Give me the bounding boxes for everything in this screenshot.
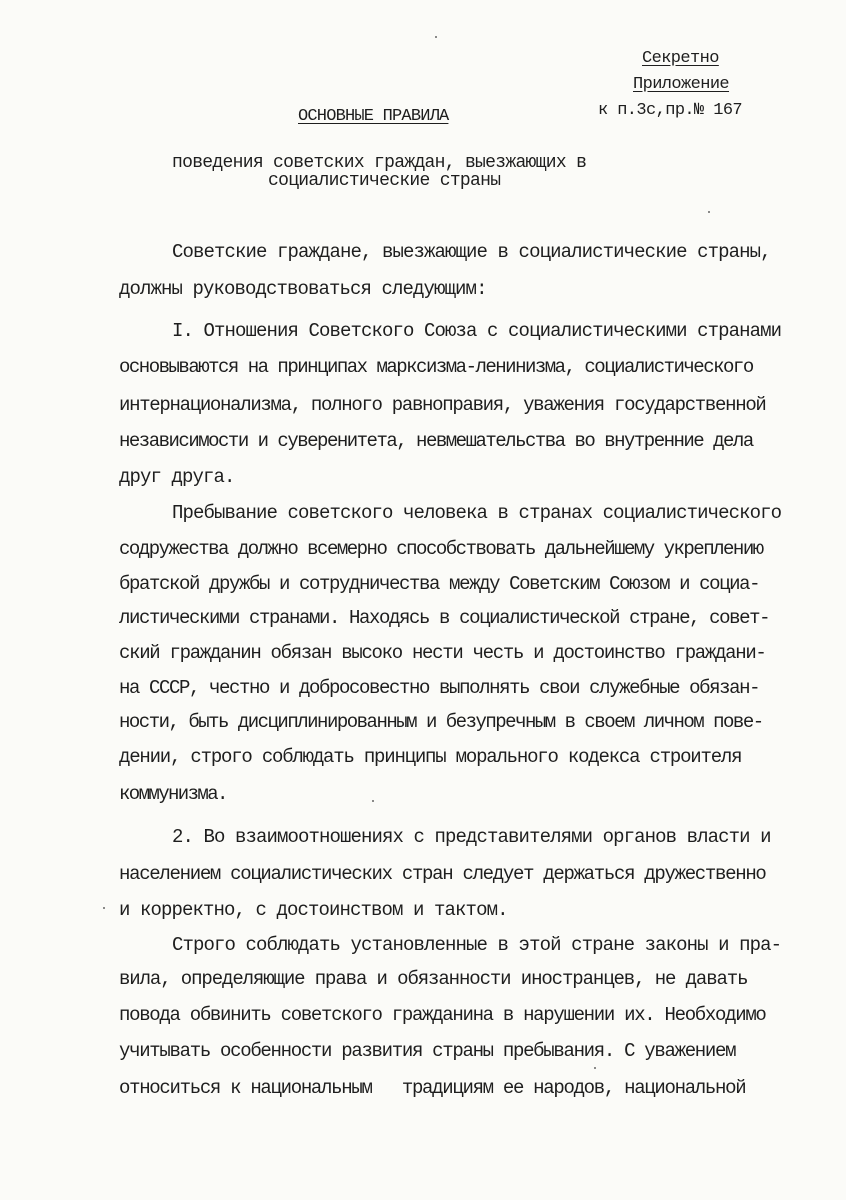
paragraph-line: повода обвинить советского гражданина в нарушении их. Необходимо <box>119 1004 766 1026</box>
paragraph-line: вила, определяющие права и обязанности иностранцев, не давать <box>119 968 748 990</box>
paragraph-line: независимости и суверенитета, невмешательства во внутренние дела <box>119 430 753 452</box>
paragraph-line: I. Отношения Советского Союза с социалистическими странами <box>172 320 782 342</box>
paragraph-line: относиться к национальным традициям ее народов, национальной <box>119 1077 746 1099</box>
paragraph-line: населением социалистических стран следует держаться дружественно <box>119 863 766 885</box>
paragraph-line: ский гражданин обязан высоко нести честь и достоинство граждани- <box>119 642 766 664</box>
annex-reference: к п.3с,пр.№ 167 <box>598 101 743 120</box>
paragraph-line: братской дружбы и сотрудничества между Советским Союзом и социа- <box>119 573 760 595</box>
scan-speck <box>103 907 105 909</box>
paragraph-line: 2. Во взаимоотношениях с представителями органов власти и <box>172 826 771 848</box>
scan-speck <box>708 211 710 213</box>
annex-label: Приложение <box>633 75 730 94</box>
document-title: ОСНОВНЫЕ ПРАВИЛА <box>298 107 449 126</box>
paragraph-line: дении, строго соблюдать принципы морального кодекса строителя <box>119 746 742 768</box>
paragraph-line: друг друга. <box>119 466 235 488</box>
subtitle-line: поведения советских граждан, выезжающих в <box>172 153 587 173</box>
paragraph-line: интернационализма, полного равноправия, уважения государственной <box>119 394 766 416</box>
scan-speck <box>435 36 437 38</box>
paragraph-line: Строго соблюдать установленные в этой стране законы и пра- <box>172 934 782 956</box>
paragraph-line: Советские граждане, выезжающие в социалистические страны, <box>172 241 771 263</box>
paragraph-line: основываются на принципах марксизма-ленинизма, социалистического <box>119 356 753 378</box>
scan-speck <box>594 1067 596 1069</box>
paragraph-line: коммунизма. <box>119 783 227 805</box>
paragraph-line: содружества должно всемерно способствовать дальнейшему укреплению <box>119 538 763 560</box>
paragraph-line: и корректно, с достоинством и тактом. <box>119 899 508 921</box>
subtitle-line: социалистические страны <box>268 171 501 191</box>
paragraph-line: листическими странами. Находясь в социалистической стране, совет- <box>119 607 770 629</box>
paragraph-line: учитывать особенности развития страны пребывания. С уважением <box>119 1040 736 1062</box>
scan-speck <box>372 800 374 802</box>
paragraph-line: ности, быть дисциплинированным и безупречным в своем личном пове- <box>119 711 763 733</box>
classification-stamp: Секретно <box>642 49 719 68</box>
paragraph-line: на СССР, честно и добросовестно выполнять свои служебные обязан- <box>119 677 760 699</box>
paragraph-line: должны руководствоваться следующим: <box>119 278 487 300</box>
paragraph-line: Пребывание советского человека в странах социалистического <box>172 502 782 524</box>
